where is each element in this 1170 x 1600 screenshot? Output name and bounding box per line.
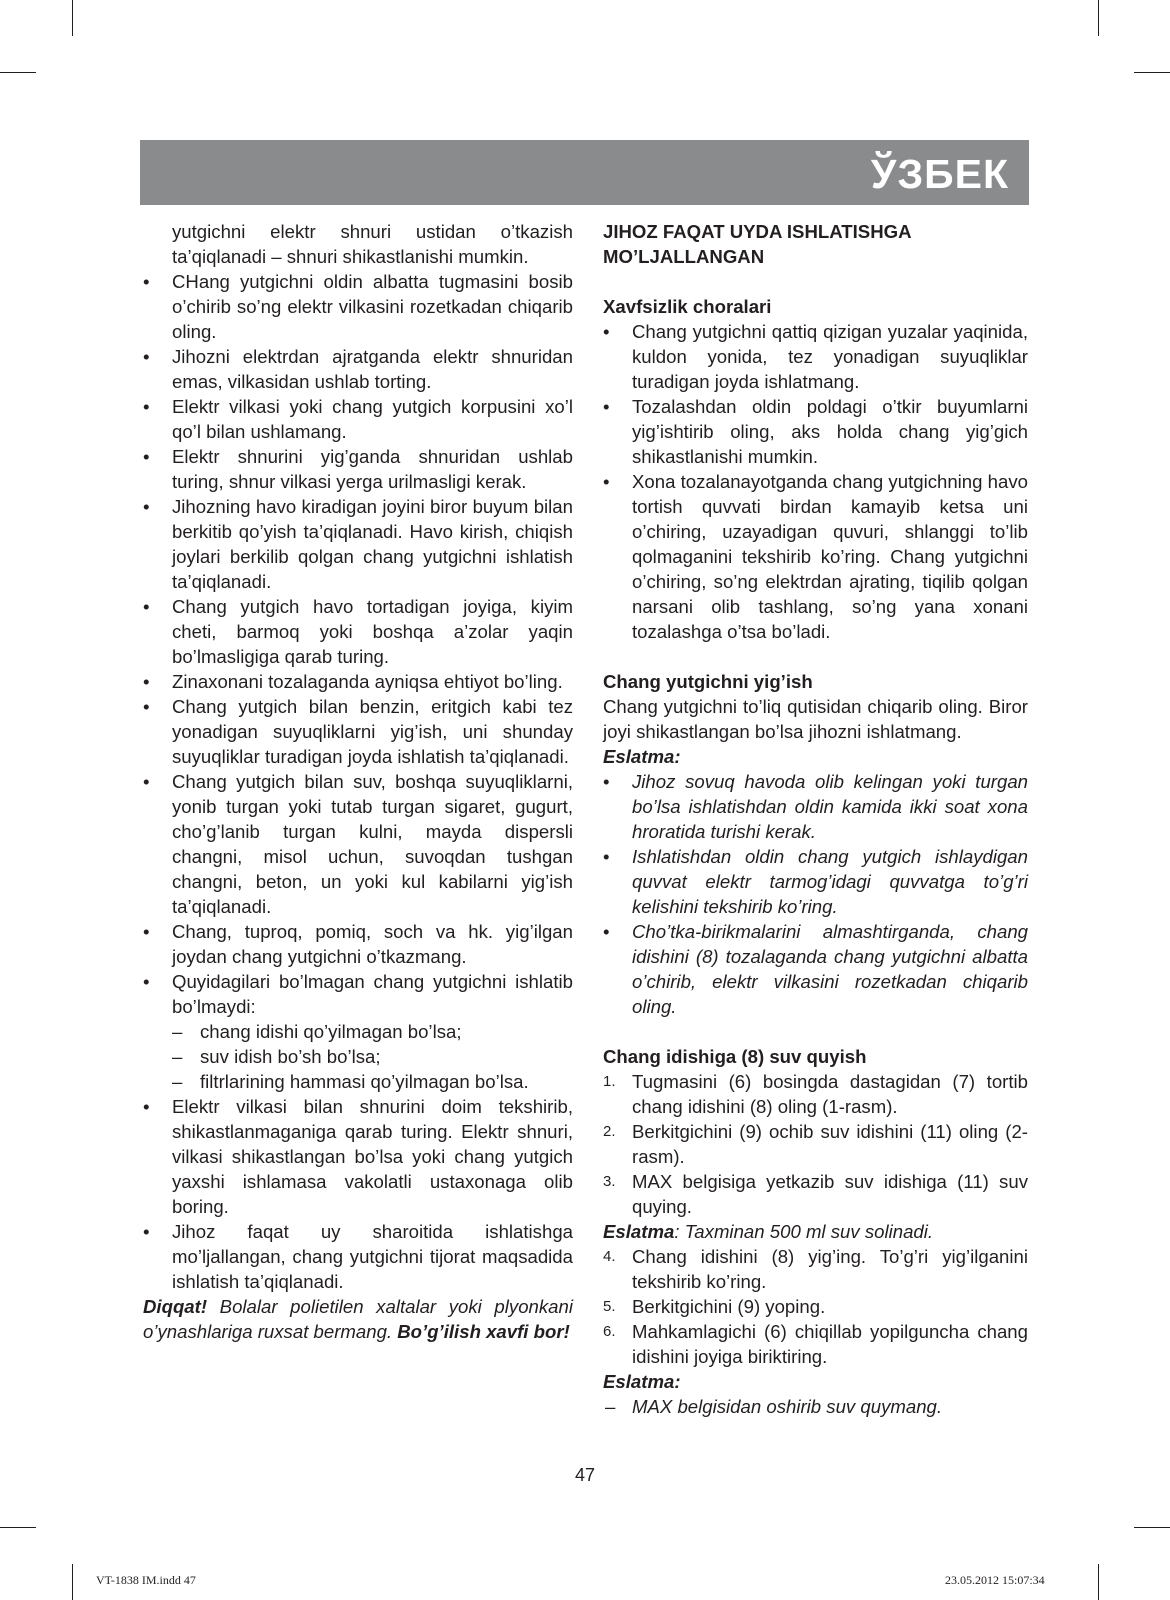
- step-item: 2. Berkitgichini (9) ochib suv idishini (11) oling (2-rasm).: [603, 1121, 1028, 1167]
- crop-mark: [72, 0, 73, 36]
- slug-filename: VT-1838 IM.indd 47: [96, 1573, 196, 1587]
- crop-mark: [0, 1527, 36, 1528]
- step-item: 1. Tugmasini (6) bosingda dastagidan (7) tortib chang idishini (8) oling (1-rasm).: [603, 1071, 1028, 1117]
- list-item: • Chang, tuproq, pomiq, soch va hk. yig’ilgan joydan chang yutgichni o’tkazmang.: [143, 921, 573, 967]
- note-label: Eslatma:: [603, 1371, 681, 1392]
- page-number: 47: [574, 1465, 596, 1485]
- list-item: • CHang yutgichni oldin albatta tugmasini bosib o’chirib so’ng elektr vilkasini rozetkadan chiqarib oling.: [143, 271, 573, 342]
- water-heading: Chang idishiga (8) suv quyish: [603, 1046, 867, 1067]
- list-item: • Jihoz faqat uy sharoitida ishlatishga mo’ljallangan, chang yutgichni tijorat maqsadida ishlatish ta’qiqlanadi.: [143, 1221, 573, 1292]
- assembly-paragraph: Chang yutgichni to’liq qutisidan chiqarib oling. Biror joyi shikastlangan bo’lsa jihozni ishlatmang.: [603, 696, 1028, 742]
- step-item: 5. Berkitgichini (9) yoping.: [603, 1296, 826, 1317]
- step-item: 4. Chang idishini (8) yig’ing. To’g’ri yig’ilganini tekshirib ko’ring.: [603, 1246, 1028, 1292]
- warning-tail: Bo’g’ilish xavfi bor!: [397, 1321, 570, 1342]
- left-column: [143, 219, 573, 1344]
- note-item: • Jihoz sovuq havoda olib kelingan yoki turgan bo’lsa ishlatishdan oldin kamida ikki soat xona hroratida turishi kerak.: [603, 771, 1028, 842]
- note-item: • Ishlatishdan oldin chang yutgich ishlaydigan quvvat elektr tarmog’idagi quvvatga to’g’ri kelishini tekshirib ko’ring.: [603, 846, 1028, 917]
- sub-list-item: – filtrlarining hammasi qo’yilmagan bo’lsa.: [172, 1071, 529, 1092]
- warning-lead: Diqqat!: [143, 1296, 208, 1317]
- slug-timestamp: 23.05.2012 15:07:34: [945, 1573, 1045, 1587]
- list-item: • Elektr shnurini yig’ganda shnuridan ushlab turing, shnur vilkasi yerga urilmasligi kerak.: [143, 446, 573, 492]
- list-item: • Chang yutgichni qattiq qizigan yuzalar yaqinida, kuldon yonida, tez yonadigan suyuqliklar turadigan joyda ishlatmang.: [603, 321, 1028, 392]
- step-item: 6. Mahkamlagichi (6) chiqillab yopilguncha chang idishini joyiga biriktiring.: [603, 1321, 1028, 1367]
- list-item: • Jihozning havo kiradigan joyini biror buyum bilan berkitib qo’yish ta’qiqlanadi. Havo kirish, chiqish joylari berkilib qolgan chang yutgichni ishlatish ta’qiqlanadi.: [143, 496, 573, 592]
- warning-paragraph: [143, 1294, 573, 1344]
- crop-mark: [1134, 1527, 1170, 1528]
- list-item: • Chang yutgich bilan suv, boshqa suyuqliklarni, yonib turgan yoki tutab turgan sigaret, gugurt, cho’g’lanib turgan kulni, mayda dispersli changni, misol uchun, suvoqdan tushgan changni, beton, un yoki kul kabilarni yig’ish ta’qiqlanadi.: [143, 771, 573, 917]
- list-item: • Quyidagilari bo’lmagan chang yutgichni ishlatib bo’lmaydi:: [143, 971, 573, 1017]
- crop-mark: [72, 1564, 73, 1600]
- right-column: [603, 219, 1028, 1419]
- note-inline: Eslatma: Taxminan 500 ml suv solinadi.: [603, 1221, 934, 1242]
- section-title: MO’LJALLANGAN: [603, 246, 765, 267]
- sub-list-item: – chang idishi qo’yilmagan bo’lsa;: [172, 1021, 462, 1042]
- list-item: • Elektr vilkasi bilan shnurini doim tekshirib, shikastlanmaganiga qarab turing. Elektr shnuri, vilkasi shikastlangan bo’lsa yoki chang yutgich yaxshi ishlamasa vakolatli ustaxonaga olib boring.: [143, 1096, 573, 1217]
- crop-mark: [1134, 72, 1170, 73]
- note-label: Eslatma:: [603, 746, 681, 767]
- step-item: 3. MAX belgisiga yetkazib suv idishiga (11) suv quying.: [603, 1171, 1028, 1217]
- section-title: JIHOZ FAQAT UYDA ISHLATISHGA: [603, 221, 912, 242]
- crop-mark: [1098, 1564, 1099, 1600]
- note-item: – MAX belgisidan oshirib suv quymang.: [605, 1396, 943, 1417]
- list-item: • Elektr vilkasi yoki chang yutgich korpusini xo’l qo’l bilan ushlamang.: [143, 396, 573, 442]
- safety-heading: Xavfsizlik choralari: [603, 296, 772, 317]
- crop-mark: [1098, 0, 1099, 36]
- list-item: • Xona tozalanayotganda chang yutgichning havo tortish quvvati birdan kamayib ketsa uni o’chiring, uzayadigan quvuri, shlanggi to’lib qolmaganini tekshirib ko’ring. Chang yutgichni o’chiring, so’ng elektrdan ajrating, tiqilib qolgan narsani olib tashlang, so’ng yana xonani tozalashga o’tsa bo’ladi.: [603, 471, 1028, 642]
- note-item: • Cho’tka-birikmalarini almashtirganda, chang idishini (8) tozalaganda chang yutgichni albatta o’chirib, elektr vilkasini rozetkadan chiqarib oling.: [603, 921, 1028, 1017]
- banner-title: ЎЗБЕК: [870, 151, 1009, 197]
- list-item: • Tozalashdan oldin poldagi o’tkir buyumlarni yig’ishtirib oling, aks holda chang yig’gich shikastlanishi mumkin.: [603, 396, 1028, 467]
- list-item: • Zinaxonani tozalaganda ayniqsa ehtiyot bo’ling.: [143, 671, 563, 692]
- language-banner: [140, 140, 1029, 205]
- warning-text: Bolalar polietilen xaltalar yoki plyonkani o’ynashlariga ruxsat bermang.: [143, 1296, 573, 1342]
- list-item: • Chang yutgich bilan benzin, eritgich kabi tez yonadigan suyuqliklarni yig’ish, uni shunday suyuqliklar turadigan joyda ishlatish ta’qiqlanadi.: [143, 696, 573, 767]
- continued-paragraph: yutgichni elektr shnuri ustidan o’tkazish ta’qiqlanadi – shnuri shikastlanishi mumkin.: [172, 221, 573, 267]
- list-item: • Jihozni elektrdan ajratganda elektr shnuridan emas, vilkasidan ushlab torting.: [143, 346, 573, 392]
- sub-list-item: – suv idish bo’sh bo’lsa;: [172, 1046, 381, 1067]
- assembly-heading: Chang yutgichni yig’ish: [603, 671, 813, 692]
- list-item: • Chang yutgich havo tortadigan joyiga, kiyim cheti, barmoq yoki boshqa a’zolar yaqin bo’lmasligiga qarab turing.: [143, 596, 573, 667]
- crop-mark: [0, 72, 36, 73]
